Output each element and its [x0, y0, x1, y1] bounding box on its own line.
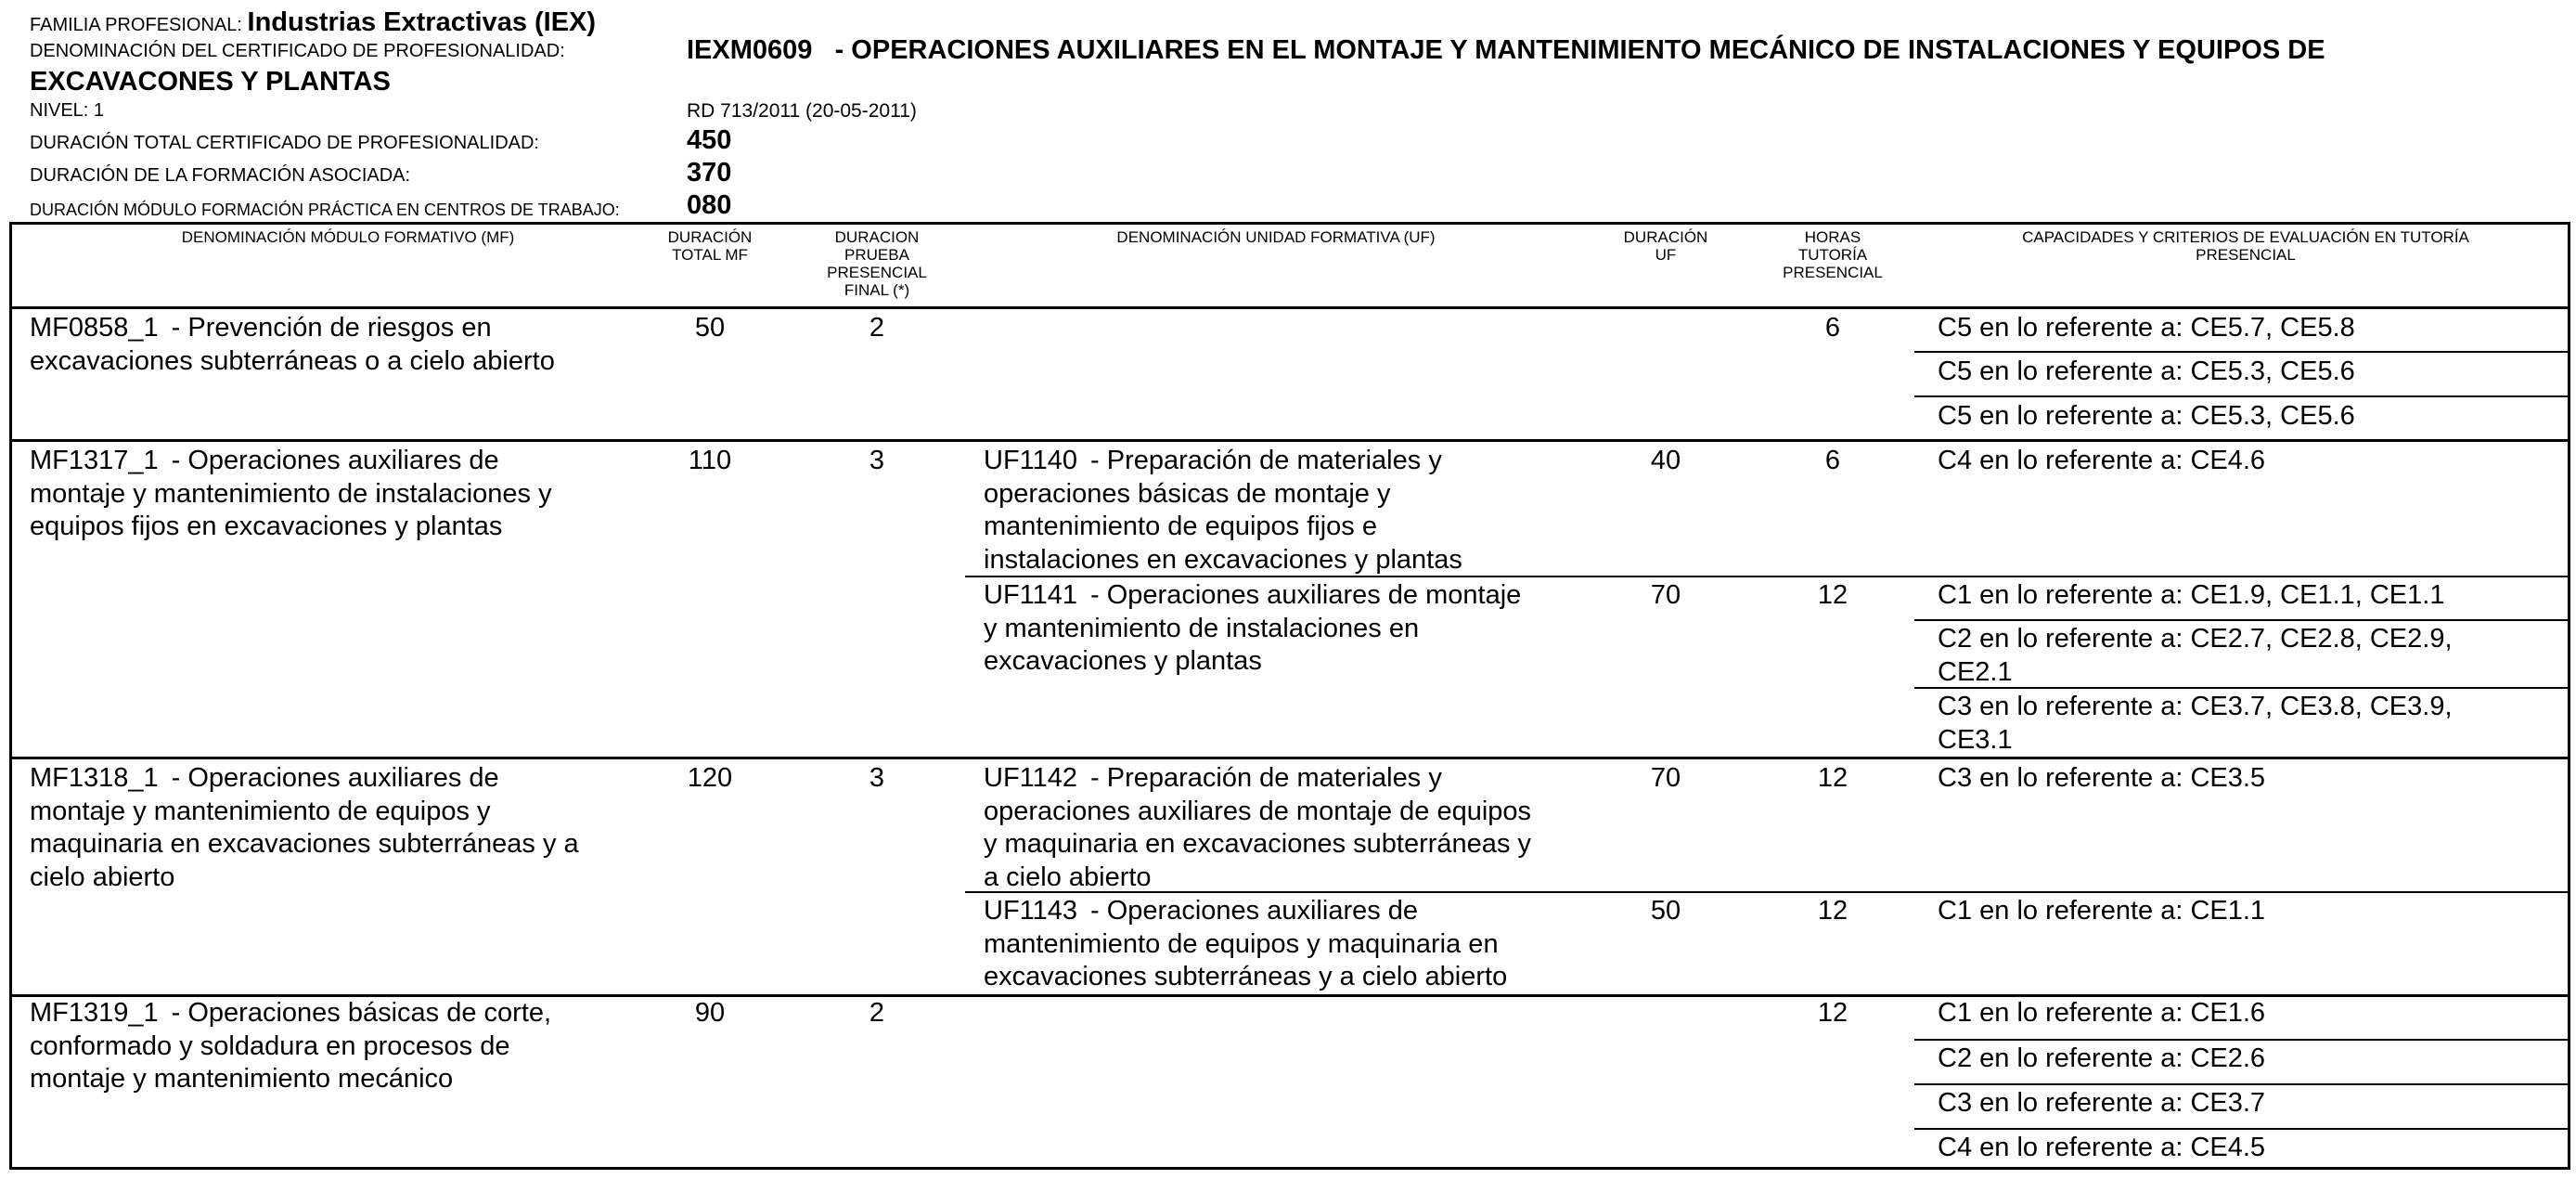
module-horas: 12	[1817, 998, 1848, 1028]
duracion-total-value: 450	[687, 125, 732, 155]
module-total: 110	[688, 446, 732, 475]
col-header-mf: DENOMINACIÓN MÓDULO FORMATIVO (MF)	[181, 228, 515, 246]
duracion-formacion-label: DURACIÓN DE LA FORMACIÓN ASOCIADA:	[30, 165, 411, 186]
module-prueba: 2	[869, 998, 885, 1028]
uf-duracion: 70	[1650, 763, 1681, 793]
module-prueba: 3	[869, 446, 885, 475]
uf-title: UF1142 - Preparación de materiales y operaciones auxiliares de montaje de equipos y maquinaria en excavaciones subterráneas y a cielo abierto	[984, 763, 1532, 892]
certificado-code: IEXM0609	[687, 35, 813, 65]
criteria-item: C5 en lo referente a: CE5.7, CE5.8	[1938, 313, 2355, 343]
familia-label: FAMILIA PROFESIONAL:	[30, 15, 242, 35]
certificado-title: - OPERACIONES AUXILIARES EN EL MONTAJE Y MANTENIMIENTO MECÁNICO DE INSTALACIONES Y EQUIPOS DE	[834, 35, 2325, 65]
divider	[9, 757, 2570, 759]
module-title: MF1318_1 - Operaciones auxiliares de montaje y mantenimiento de equipos y maquinaria en excavaciones subterráneas y a cielo abierto	[30, 763, 579, 892]
col-header-horas: HORAS TUTORÍA PRESENCIAL	[1783, 228, 1883, 281]
duracion-formacion-value: 370	[687, 158, 732, 188]
criteria-item: C1 en lo referente a: CE1.9, CE1.1, CE1.1	[1938, 580, 2445, 610]
criteria-item: C3 en lo referente a: CE3.5	[1938, 763, 2266, 793]
col-header-capacidades: CAPACIDADES Y CRITERIOS DE EVALUACIÓN EN TUTORÍA PRESENCIAL	[2022, 228, 2469, 264]
col-header-duracion-uf: DURACIÓN UF	[1623, 228, 1708, 264]
divider	[1914, 351, 2570, 353]
col-header-total-mf: DURACIÓN TOTAL MF	[667, 228, 753, 264]
criteria-item: C2 en lo referente a: CE2.7, CE2.8, CE2.9, CE2.1	[1938, 624, 2453, 687]
criteria-item: C5 en lo referente a: CE5.3, CE5.6	[1938, 401, 2355, 431]
criteria-item: C1 en lo referente a: CE1.1	[1938, 896, 2266, 926]
module-prueba: 2	[869, 313, 885, 343]
criteria-item: C1 en lo referente a: CE1.6	[1938, 998, 2266, 1028]
uf-title: UF1141 - Operaciones auxiliares de montaje y mantenimiento de instalaciones en excavaciones y plantas	[984, 580, 1522, 676]
criteria-item: C3 en lo referente a: CE3.7	[1938, 1088, 2266, 1118]
criteria-item: C4 en lo referente a: CE4.6	[1938, 446, 2266, 475]
criteria-item: C5 en lo referente a: CE5.3, CE5.6	[1938, 356, 2355, 386]
certificado-title-line1	[687, 35, 2325, 66]
divider	[9, 439, 2570, 442]
col-header-prueba: DURACION PRUEBA PRESENCIAL FINAL (*)	[827, 228, 927, 299]
module-title: MF1317_1 - Operaciones auxiliares de montaje y mantenimiento de instalaciones y equipos fijos en excavaciones y plantas	[30, 446, 552, 541]
uf-horas: 12	[1817, 580, 1848, 610]
divider	[9, 306, 2570, 309]
familia-value: Industrias Extractivas (IEX)	[247, 7, 597, 37]
module-total: 90	[694, 998, 726, 1028]
duracion-total-label: DURACIÓN TOTAL CERTIFICADO DE PROFESIONALIDAD:	[30, 133, 539, 153]
module-horas: 6	[1824, 313, 1841, 343]
criteria-item: C2 en lo referente a: CE2.6	[1938, 1043, 2266, 1073]
module-title: MF1319_1 - Operaciones básicas de corte, conformado y soldadura en procesos de montaje y mantenimiento mecánico	[30, 998, 552, 1094]
module-title: MF0858_1 - Prevención de riesgos en excavaciones subterráneas o a cielo abierto	[30, 313, 555, 376]
denominacion-label: DENOMINACIÓN DEL CERTIFICADO DE PROFESIONALIDAD:	[30, 41, 565, 61]
divider	[1914, 395, 2570, 397]
uf-title: UF1140 - Preparación de materiales y operaciones básicas de montaje y mantenimiento de equipos fijos e instalaciones en excavaciones y plantas	[984, 446, 1462, 575]
rd-label: RD 713/2011 (20-05-2011)	[687, 100, 917, 122]
uf-duracion: 70	[1650, 580, 1681, 610]
divider	[1914, 1128, 2570, 1130]
familia-row	[30, 7, 596, 38]
duracion-practica-value: 080	[687, 190, 732, 220]
uf-duracion: 40	[1650, 446, 1681, 475]
criteria-item: C4 en lo referente a: CE4.5	[1938, 1133, 2266, 1162]
module-prueba: 3	[869, 763, 885, 793]
uf-horas: 6	[1824, 446, 1841, 475]
uf-horas: 12	[1817, 763, 1848, 793]
nivel-label: NIVEL: 1	[30, 100, 105, 121]
certificado-title-line2: EXCAVACONES Y PLANTAS	[30, 67, 391, 97]
divider	[1914, 619, 2570, 621]
col-header-uf: DENOMINACIÓN UNIDAD FORMATIVA (UF)	[1116, 228, 1436, 246]
divider	[1914, 1083, 2570, 1085]
uf-horas: 12	[1817, 896, 1848, 926]
duracion-practica-label: DURACIÓN MÓDULO FORMACIÓN PRÁCTICA EN CENTROS DE TRABAJO:	[30, 201, 620, 219]
module-total: 120	[687, 763, 733, 793]
module-total: 50	[694, 313, 726, 343]
criteria-item: C3 en lo referente a: CE3.7, CE3.8, CE3.9, CE3.1	[1938, 692, 2453, 755]
uf-duracion: 50	[1650, 896, 1681, 926]
uf-title: UF1143 - Operaciones auxiliares de mantenimiento de equipos y maquinaria en excavaciones subterráneas y a cielo abierto	[984, 896, 1508, 991]
divider	[1914, 1039, 2570, 1041]
